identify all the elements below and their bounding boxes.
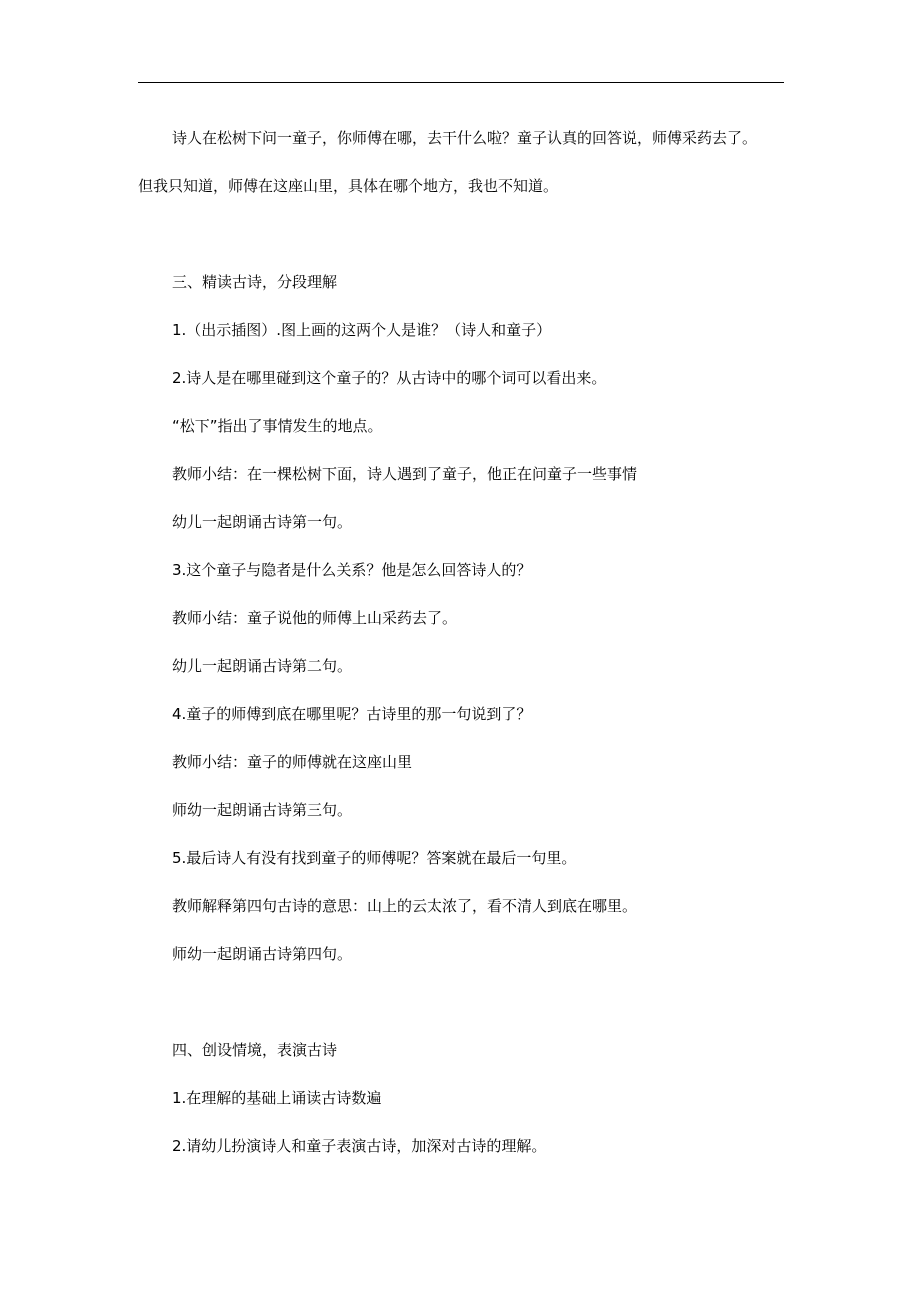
intro-line-2: 但我只知道，师傅在这座山里，具体在哪个地方，我也不知道。 <box>138 177 559 195</box>
section-3-item: 幼儿一起朗诵古诗第二句。 <box>172 657 353 675</box>
header-rule <box>138 82 784 83</box>
section-3-heading: 三、精读古诗，分段理解 <box>172 273 338 291</box>
section-3-item: 师幼一起朗诵古诗第四句。 <box>172 945 353 963</box>
section-3-item: “松下”指出了事情发生的地点。 <box>172 417 383 435</box>
section-3-item: 教师小结：在一棵松树下面，诗人遇到了童子，他正在问童子一些事情 <box>172 465 638 483</box>
section-4-item: 1.在理解的基础上诵读古诗数遍 <box>172 1089 382 1107</box>
section-3-item: 师幼一起朗诵古诗第三句。 <box>172 801 353 819</box>
section-4-heading: 四、创设情境，表演古诗 <box>172 1041 338 1059</box>
section-3-item: 教师小结：童子说他的师傅上山采药去了。 <box>172 609 458 627</box>
section-3-item: 2.诗人是在哪里碰到这个童子的？从古诗中的哪个词可以看出来。 <box>172 369 607 387</box>
section-3-item: 教师小结：童子的师傅就在这座山里 <box>172 753 413 771</box>
section-3-item: 5.最后诗人有没有找到童子的师傅呢？答案就在最后一句里。 <box>172 849 577 867</box>
section-3-item: 3.这个童子与隐者是什么关系？他是怎么回答诗人的？ <box>172 561 532 579</box>
section-3-item: 4.童子的师傅到底在哪里呢？古诗里的那一句说到了？ <box>172 705 532 723</box>
intro-line-1: 诗人在松树下问一童子，你师傅在哪，去干什么啦？童子认真的回答说，师傅采药去了。 <box>172 129 758 147</box>
section-3-item: 1.（出示插图）.图上画的这两个人是谁？（诗人和童子） <box>172 321 552 339</box>
section-4-item: 2.请幼儿扮演诗人和童子表演古诗，加深对古诗的理解。 <box>172 1137 547 1155</box>
section-3-item: 幼儿一起朗诵古诗第一句。 <box>172 513 353 531</box>
section-3-item: 教师解释第四句古诗的意思：山上的云太浓了，看不清人到底在哪里。 <box>172 897 638 915</box>
